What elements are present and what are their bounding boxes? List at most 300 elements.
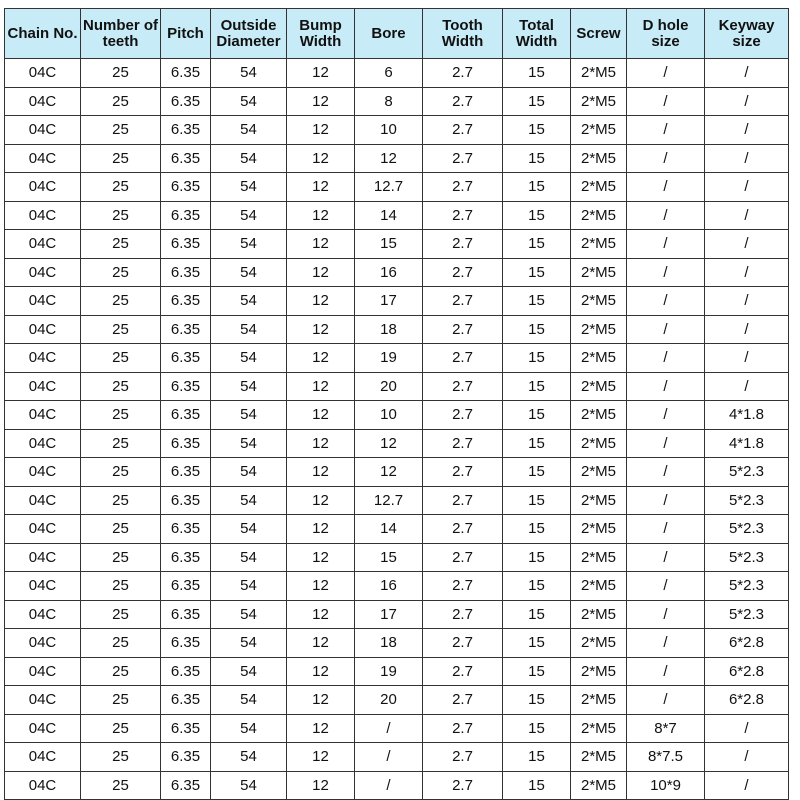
cell-total-width: 15 — [503, 258, 571, 287]
cell-outside-diameter: 54 — [211, 629, 287, 658]
cell-number-of-teeth: 25 — [81, 486, 161, 515]
cell-number-of-teeth: 25 — [81, 287, 161, 316]
cell-number-of-teeth: 25 — [81, 600, 161, 629]
cell-number-of-teeth: 25 — [81, 173, 161, 202]
cell-pitch: 6.35 — [161, 515, 211, 544]
cell-bump-width: 12 — [287, 173, 355, 202]
cell-total-width: 15 — [503, 87, 571, 116]
cell-tooth-width: 2.7 — [423, 173, 503, 202]
cell-keyway-size: / — [705, 144, 789, 173]
cell-d-hole-size: 8*7.5 — [627, 743, 705, 772]
cell-tooth-width: 2.7 — [423, 287, 503, 316]
cell-screw: 2*M5 — [571, 458, 627, 487]
cell-d-hole-size: / — [627, 515, 705, 544]
cell-tooth-width: 2.7 — [423, 686, 503, 715]
cell-bump-width: 12 — [287, 686, 355, 715]
cell-screw: 2*M5 — [571, 515, 627, 544]
cell-screw: 2*M5 — [571, 714, 627, 743]
cell-chain-no: 04C — [5, 344, 81, 373]
cell-number-of-teeth: 25 — [81, 743, 161, 772]
cell-bump-width: 12 — [287, 458, 355, 487]
cell-bump-width: 12 — [287, 287, 355, 316]
cell-pitch: 6.35 — [161, 486, 211, 515]
cell-number-of-teeth: 25 — [81, 344, 161, 373]
cell-pitch: 6.35 — [161, 344, 211, 373]
cell-total-width: 15 — [503, 287, 571, 316]
cell-total-width: 15 — [503, 771, 571, 800]
table-row — [5, 629, 789, 658]
cell-d-hole-size: / — [627, 315, 705, 344]
cell-screw: 2*M5 — [571, 543, 627, 572]
cell-outside-diameter: 54 — [211, 486, 287, 515]
table-row — [5, 201, 789, 230]
cell-pitch: 6.35 — [161, 230, 211, 259]
cell-screw: 2*M5 — [571, 201, 627, 230]
cell-d-hole-size: / — [627, 230, 705, 259]
cell-chain-no: 04C — [5, 201, 81, 230]
cell-bore: 20 — [355, 372, 423, 401]
header-bump-width: Bump Width — [287, 9, 355, 59]
cell-outside-diameter: 54 — [211, 771, 287, 800]
cell-bump-width: 12 — [287, 258, 355, 287]
cell-number-of-teeth: 25 — [81, 116, 161, 145]
cell-chain-no: 04C — [5, 315, 81, 344]
cell-d-hole-size: / — [627, 116, 705, 145]
cell-d-hole-size: / — [627, 87, 705, 116]
cell-pitch: 6.35 — [161, 657, 211, 686]
cell-keyway-size: 4*1.8 — [705, 401, 789, 430]
cell-d-hole-size: / — [627, 258, 705, 287]
cell-tooth-width: 2.7 — [423, 714, 503, 743]
cell-pitch: 6.35 — [161, 87, 211, 116]
cell-bump-width: 12 — [287, 201, 355, 230]
cell-screw: 2*M5 — [571, 429, 627, 458]
cell-screw: 2*M5 — [571, 686, 627, 715]
cell-keyway-size: 5*2.3 — [705, 600, 789, 629]
cell-outside-diameter: 54 — [211, 173, 287, 202]
cell-number-of-teeth: 25 — [81, 543, 161, 572]
cell-chain-no: 04C — [5, 543, 81, 572]
cell-pitch: 6.35 — [161, 258, 211, 287]
cell-tooth-width: 2.7 — [423, 87, 503, 116]
cell-bore: 17 — [355, 287, 423, 316]
cell-keyway-size: / — [705, 315, 789, 344]
cell-bore: 14 — [355, 515, 423, 544]
cell-total-width: 15 — [503, 515, 571, 544]
cell-bore: 14 — [355, 201, 423, 230]
table-row — [5, 515, 789, 544]
cell-pitch: 6.35 — [161, 600, 211, 629]
cell-outside-diameter: 54 — [211, 287, 287, 316]
table-row — [5, 486, 789, 515]
cell-d-hole-size: / — [627, 486, 705, 515]
cell-tooth-width: 2.7 — [423, 657, 503, 686]
table-row — [5, 59, 789, 88]
cell-d-hole-size: 10*9 — [627, 771, 705, 800]
cell-screw: 2*M5 — [571, 230, 627, 259]
cell-d-hole-size: / — [627, 401, 705, 430]
cell-total-width: 15 — [503, 572, 571, 601]
cell-tooth-width: 2.7 — [423, 486, 503, 515]
cell-keyway-size: / — [705, 201, 789, 230]
cell-bore: 10 — [355, 116, 423, 145]
sprocket-spec-table — [4, 8, 789, 800]
table-row — [5, 771, 789, 800]
table-row — [5, 315, 789, 344]
cell-total-width: 15 — [503, 401, 571, 430]
cell-bore: 20 — [355, 686, 423, 715]
cell-screw: 2*M5 — [571, 315, 627, 344]
cell-bump-width: 12 — [287, 344, 355, 373]
cell-outside-diameter: 54 — [211, 116, 287, 145]
cell-keyway-size: / — [705, 344, 789, 373]
cell-pitch: 6.35 — [161, 629, 211, 658]
cell-pitch: 6.35 — [161, 59, 211, 88]
table-row — [5, 429, 789, 458]
cell-chain-no: 04C — [5, 714, 81, 743]
cell-bore: / — [355, 714, 423, 743]
table-row — [5, 344, 789, 373]
cell-bore: 12 — [355, 144, 423, 173]
cell-bump-width: 12 — [287, 600, 355, 629]
cell-outside-diameter: 54 — [211, 372, 287, 401]
cell-keyway-size: 6*2.8 — [705, 629, 789, 658]
cell-bump-width: 12 — [287, 144, 355, 173]
cell-bump-width: 12 — [287, 543, 355, 572]
cell-keyway-size: 6*2.8 — [705, 686, 789, 715]
cell-chain-no: 04C — [5, 429, 81, 458]
cell-number-of-teeth: 25 — [81, 572, 161, 601]
cell-pitch: 6.35 — [161, 686, 211, 715]
cell-tooth-width: 2.7 — [423, 515, 503, 544]
cell-total-width: 15 — [503, 344, 571, 373]
cell-bore: 18 — [355, 315, 423, 344]
cell-pitch: 6.35 — [161, 144, 211, 173]
cell-tooth-width: 2.7 — [423, 401, 503, 430]
cell-keyway-size: / — [705, 116, 789, 145]
cell-pitch: 6.35 — [161, 714, 211, 743]
cell-d-hole-size: / — [627, 572, 705, 601]
cell-chain-no: 04C — [5, 401, 81, 430]
cell-total-width: 15 — [503, 59, 571, 88]
header-total-width: Total Width — [503, 9, 571, 59]
cell-screw: 2*M5 — [571, 144, 627, 173]
table-row — [5, 657, 789, 686]
cell-d-hole-size: 8*7 — [627, 714, 705, 743]
cell-number-of-teeth: 25 — [81, 144, 161, 173]
spec-table-container — [4, 8, 789, 800]
table-row — [5, 372, 789, 401]
cell-chain-no: 04C — [5, 629, 81, 658]
cell-number-of-teeth: 25 — [81, 515, 161, 544]
cell-total-width: 15 — [503, 173, 571, 202]
cell-outside-diameter: 54 — [211, 714, 287, 743]
cell-chain-no: 04C — [5, 771, 81, 800]
cell-d-hole-size: / — [627, 600, 705, 629]
cell-screw: 2*M5 — [571, 173, 627, 202]
table-row — [5, 743, 789, 772]
cell-total-width: 15 — [503, 686, 571, 715]
cell-bump-width: 12 — [287, 429, 355, 458]
cell-total-width: 15 — [503, 657, 571, 686]
cell-bore: / — [355, 771, 423, 800]
cell-number-of-teeth: 25 — [81, 657, 161, 686]
cell-bump-width: 12 — [287, 87, 355, 116]
table-row — [5, 287, 789, 316]
cell-outside-diameter: 54 — [211, 59, 287, 88]
cell-keyway-size: 6*2.8 — [705, 657, 789, 686]
cell-keyway-size: / — [705, 714, 789, 743]
cell-keyway-size: / — [705, 258, 789, 287]
cell-tooth-width: 2.7 — [423, 258, 503, 287]
cell-outside-diameter: 54 — [211, 458, 287, 487]
cell-keyway-size: 5*2.3 — [705, 458, 789, 487]
table-row — [5, 230, 789, 259]
table-row — [5, 458, 789, 487]
cell-pitch: 6.35 — [161, 429, 211, 458]
cell-pitch: 6.35 — [161, 572, 211, 601]
cell-bore: 12.7 — [355, 486, 423, 515]
cell-bump-width: 12 — [287, 116, 355, 145]
cell-outside-diameter: 54 — [211, 657, 287, 686]
table-row — [5, 258, 789, 287]
cell-outside-diameter: 54 — [211, 230, 287, 259]
cell-pitch: 6.35 — [161, 201, 211, 230]
cell-total-width: 15 — [503, 372, 571, 401]
cell-chain-no: 04C — [5, 230, 81, 259]
cell-tooth-width: 2.7 — [423, 344, 503, 373]
cell-d-hole-size: / — [627, 59, 705, 88]
cell-screw: 2*M5 — [571, 629, 627, 658]
cell-screw: 2*M5 — [571, 572, 627, 601]
cell-d-hole-size: / — [627, 657, 705, 686]
cell-total-width: 15 — [503, 144, 571, 173]
cell-outside-diameter: 54 — [211, 144, 287, 173]
cell-tooth-width: 2.7 — [423, 116, 503, 145]
cell-outside-diameter: 54 — [211, 686, 287, 715]
cell-d-hole-size: / — [627, 144, 705, 173]
cell-bump-width: 12 — [287, 572, 355, 601]
cell-total-width: 15 — [503, 230, 571, 259]
cell-tooth-width: 2.7 — [423, 771, 503, 800]
cell-chain-no: 04C — [5, 572, 81, 601]
cell-bump-width: 12 — [287, 401, 355, 430]
cell-chain-no: 04C — [5, 458, 81, 487]
cell-screw: 2*M5 — [571, 486, 627, 515]
cell-pitch: 6.35 — [161, 401, 211, 430]
cell-bump-width: 12 — [287, 743, 355, 772]
cell-tooth-width: 2.7 — [423, 629, 503, 658]
header-row — [5, 9, 789, 59]
cell-keyway-size: / — [705, 287, 789, 316]
cell-screw: 2*M5 — [571, 59, 627, 88]
cell-outside-diameter: 54 — [211, 515, 287, 544]
cell-keyway-size: / — [705, 771, 789, 800]
cell-tooth-width: 2.7 — [423, 59, 503, 88]
cell-outside-diameter: 54 — [211, 572, 287, 601]
table-row — [5, 144, 789, 173]
header-tooth-width: Tooth Width — [423, 9, 503, 59]
cell-bore: 17 — [355, 600, 423, 629]
cell-bump-width: 12 — [287, 657, 355, 686]
cell-chain-no: 04C — [5, 657, 81, 686]
cell-number-of-teeth: 25 — [81, 87, 161, 116]
cell-bore: 15 — [355, 230, 423, 259]
cell-total-width: 15 — [503, 600, 571, 629]
cell-keyway-size: / — [705, 743, 789, 772]
cell-keyway-size: 5*2.3 — [705, 515, 789, 544]
cell-chain-no: 04C — [5, 372, 81, 401]
cell-outside-diameter: 54 — [211, 344, 287, 373]
cell-tooth-width: 2.7 — [423, 743, 503, 772]
cell-bore: / — [355, 743, 423, 772]
cell-number-of-teeth: 25 — [81, 258, 161, 287]
cell-total-width: 15 — [503, 629, 571, 658]
header-bore: Bore — [355, 9, 423, 59]
cell-pitch: 6.35 — [161, 458, 211, 487]
header-chain-no: Chain No. — [5, 9, 81, 59]
table-body — [5, 59, 789, 800]
cell-d-hole-size: / — [627, 458, 705, 487]
cell-total-width: 15 — [503, 543, 571, 572]
cell-pitch: 6.35 — [161, 771, 211, 800]
cell-total-width: 15 — [503, 743, 571, 772]
cell-bump-width: 12 — [287, 230, 355, 259]
cell-number-of-teeth: 25 — [81, 686, 161, 715]
cell-chain-no: 04C — [5, 686, 81, 715]
cell-bump-width: 12 — [287, 771, 355, 800]
cell-bore: 12 — [355, 429, 423, 458]
cell-number-of-teeth: 25 — [81, 372, 161, 401]
cell-outside-diameter: 54 — [211, 543, 287, 572]
cell-number-of-teeth: 25 — [81, 201, 161, 230]
cell-chain-no: 04C — [5, 173, 81, 202]
cell-bore: 16 — [355, 572, 423, 601]
cell-screw: 2*M5 — [571, 771, 627, 800]
cell-bore: 16 — [355, 258, 423, 287]
cell-chain-no: 04C — [5, 515, 81, 544]
cell-pitch: 6.35 — [161, 287, 211, 316]
cell-screw: 2*M5 — [571, 287, 627, 316]
cell-outside-diameter: 54 — [211, 600, 287, 629]
cell-bore: 12 — [355, 458, 423, 487]
cell-screw: 2*M5 — [571, 372, 627, 401]
header-keyway-size: Keyway size — [705, 9, 789, 59]
cell-outside-diameter: 54 — [211, 401, 287, 430]
cell-number-of-teeth: 25 — [81, 401, 161, 430]
cell-total-width: 15 — [503, 429, 571, 458]
table-row — [5, 401, 789, 430]
cell-bump-width: 12 — [287, 372, 355, 401]
cell-tooth-width: 2.7 — [423, 572, 503, 601]
cell-d-hole-size: / — [627, 629, 705, 658]
cell-pitch: 6.35 — [161, 372, 211, 401]
cell-bore: 10 — [355, 401, 423, 430]
cell-bump-width: 12 — [287, 515, 355, 544]
header-number-of-teeth: Number of teeth — [81, 9, 161, 59]
cell-screw: 2*M5 — [571, 743, 627, 772]
cell-tooth-width: 2.7 — [423, 600, 503, 629]
cell-bump-width: 12 — [287, 629, 355, 658]
cell-total-width: 15 — [503, 201, 571, 230]
cell-d-hole-size: / — [627, 173, 705, 202]
cell-tooth-width: 2.7 — [423, 230, 503, 259]
cell-d-hole-size: / — [627, 287, 705, 316]
cell-bore: 18 — [355, 629, 423, 658]
cell-pitch: 6.35 — [161, 173, 211, 202]
cell-keyway-size: / — [705, 87, 789, 116]
cell-d-hole-size: / — [627, 344, 705, 373]
cell-outside-diameter: 54 — [211, 743, 287, 772]
cell-outside-diameter: 54 — [211, 87, 287, 116]
cell-keyway-size: / — [705, 230, 789, 259]
cell-chain-no: 04C — [5, 116, 81, 145]
cell-screw: 2*M5 — [571, 116, 627, 145]
cell-pitch: 6.35 — [161, 315, 211, 344]
cell-chain-no: 04C — [5, 600, 81, 629]
cell-screw: 2*M5 — [571, 87, 627, 116]
cell-chain-no: 04C — [5, 258, 81, 287]
cell-number-of-teeth: 25 — [81, 458, 161, 487]
cell-total-width: 15 — [503, 714, 571, 743]
cell-screw: 2*M5 — [571, 657, 627, 686]
cell-keyway-size: 5*2.3 — [705, 543, 789, 572]
cell-tooth-width: 2.7 — [423, 458, 503, 487]
cell-screw: 2*M5 — [571, 344, 627, 373]
cell-bore: 8 — [355, 87, 423, 116]
cell-outside-diameter: 54 — [211, 429, 287, 458]
header-outside-diameter: Outside Diameter — [211, 9, 287, 59]
table-row — [5, 686, 789, 715]
cell-number-of-teeth: 25 — [81, 315, 161, 344]
cell-bump-width: 12 — [287, 59, 355, 88]
cell-tooth-width: 2.7 — [423, 144, 503, 173]
table-row — [5, 572, 789, 601]
cell-keyway-size: 5*2.3 — [705, 572, 789, 601]
table-row — [5, 173, 789, 202]
cell-tooth-width: 2.7 — [423, 429, 503, 458]
cell-bore: 19 — [355, 657, 423, 686]
cell-chain-no: 04C — [5, 743, 81, 772]
cell-total-width: 15 — [503, 315, 571, 344]
cell-screw: 2*M5 — [571, 258, 627, 287]
cell-chain-no: 04C — [5, 87, 81, 116]
cell-outside-diameter: 54 — [211, 315, 287, 344]
cell-chain-no: 04C — [5, 144, 81, 173]
cell-number-of-teeth: 25 — [81, 771, 161, 800]
cell-chain-no: 04C — [5, 486, 81, 515]
header-screw: Screw — [571, 9, 627, 59]
header-d-hole-size: D hole size — [627, 9, 705, 59]
cell-bump-width: 12 — [287, 714, 355, 743]
cell-pitch: 6.35 — [161, 116, 211, 145]
cell-bump-width: 12 — [287, 486, 355, 515]
cell-d-hole-size: / — [627, 543, 705, 572]
cell-bore: 19 — [355, 344, 423, 373]
cell-bore: 12.7 — [355, 173, 423, 202]
table-row — [5, 600, 789, 629]
cell-keyway-size: 5*2.3 — [705, 486, 789, 515]
cell-tooth-width: 2.7 — [423, 315, 503, 344]
table-row — [5, 543, 789, 572]
cell-screw: 2*M5 — [571, 401, 627, 430]
cell-keyway-size: / — [705, 173, 789, 202]
cell-d-hole-size: / — [627, 429, 705, 458]
cell-keyway-size: 4*1.8 — [705, 429, 789, 458]
table-row — [5, 714, 789, 743]
cell-total-width: 15 — [503, 116, 571, 145]
cell-pitch: 6.35 — [161, 543, 211, 572]
